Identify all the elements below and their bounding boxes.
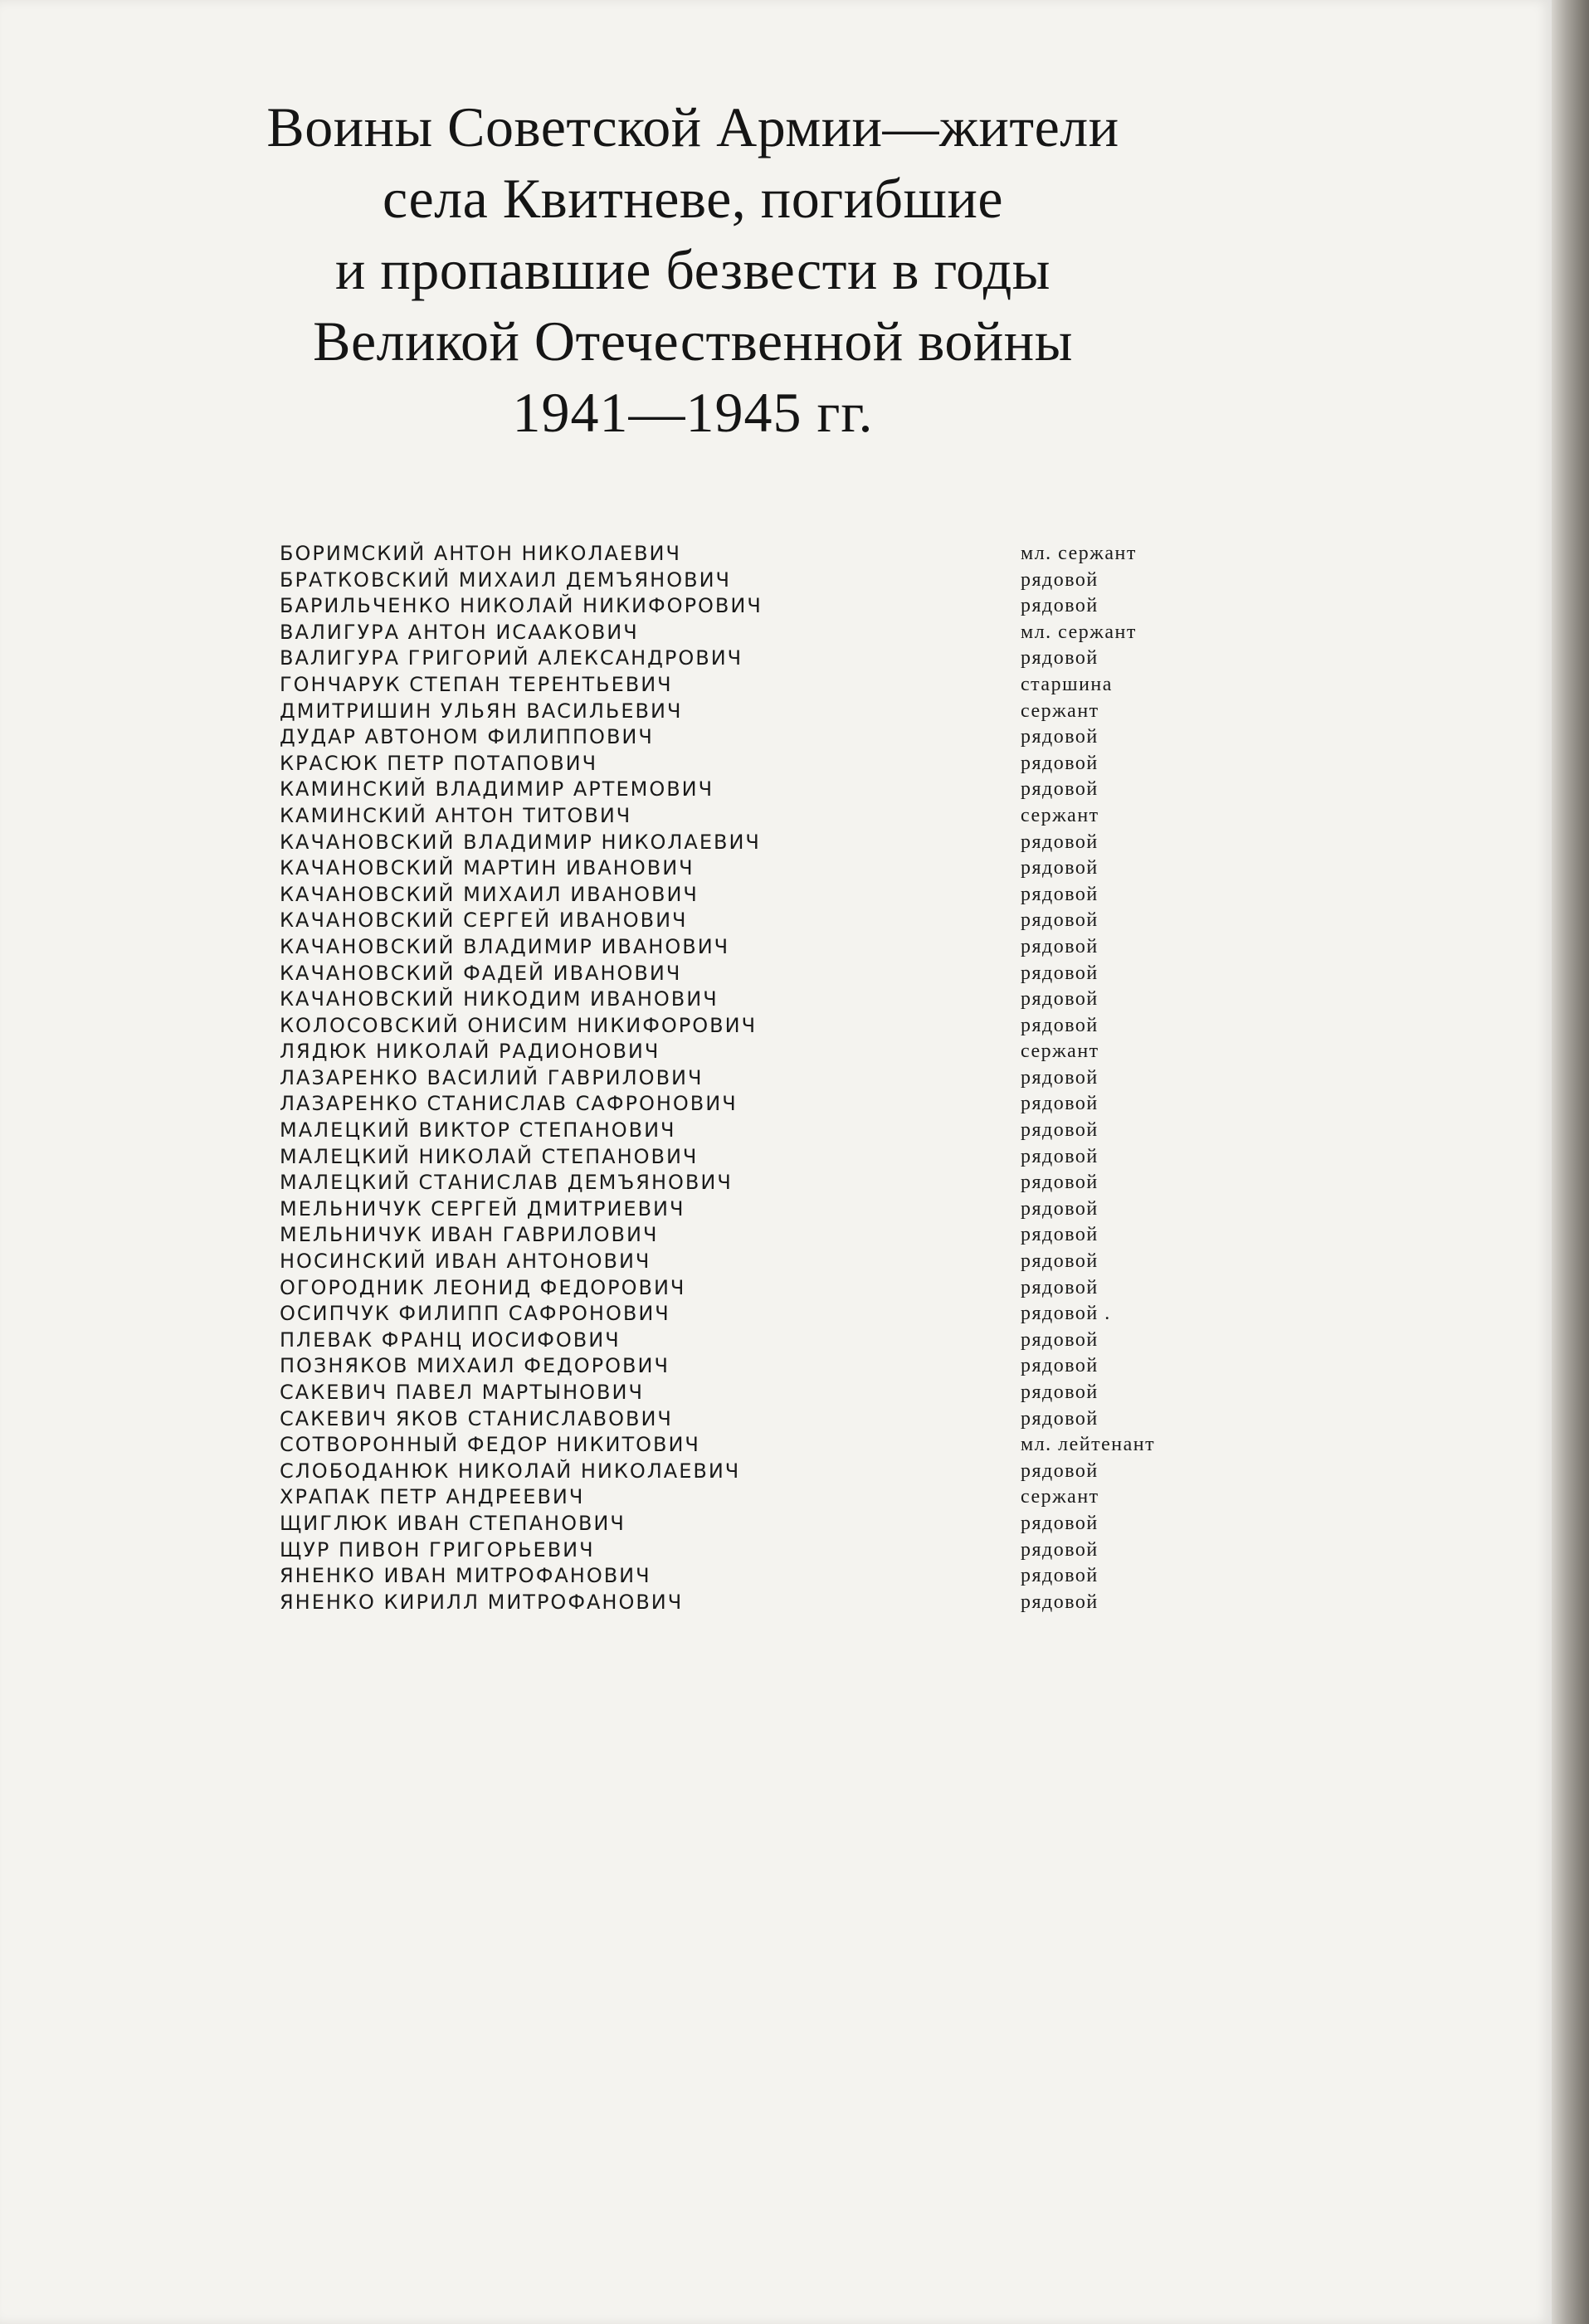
soldier-name: ПОЗНЯКОВ МИХАИЛ ФЕДОРОВИЧ	[280, 1354, 670, 1378]
list-item	[280, 1380, 1217, 1406]
soldier-rank: рядовой .	[1021, 1303, 1111, 1325]
soldier-rank: старшина	[1021, 673, 1113, 695]
soldier-rank: рядовой	[1021, 1565, 1099, 1587]
soldier-rank: рядовой	[1021, 1224, 1099, 1246]
list-item	[280, 1249, 1217, 1275]
soldier-name: КАЧАНОВСКИЙ ВЛАДИМИР ИВАНОВИЧ	[280, 934, 730, 958]
list-item	[280, 541, 1217, 568]
soldier-rank: рядовой	[1021, 1459, 1099, 1482]
list-item	[280, 1563, 1217, 1590]
soldier-name: ЩИГЛЮК ИВАН СТЕПАНОВИЧ	[280, 1511, 626, 1535]
list-item	[280, 1091, 1217, 1118]
soldier-name: КАМИНСКИЙ АНТОН ТИТОВИЧ	[280, 803, 632, 827]
soldier-name: МАЛЕЦКИЙ НИКОЛАЙ СТЕПАНОВИЧ	[280, 1144, 699, 1168]
soldier-rank: рядовой	[1021, 1119, 1099, 1142]
soldier-rank: рядовой	[1021, 778, 1099, 801]
soldier-name: КОЛОСОВСКИЙ ОНИСИМ НИКИФОРОВИЧ	[280, 1013, 758, 1037]
soldier-rank: рядовой	[1021, 1355, 1099, 1377]
list-item	[280, 1432, 1217, 1459]
list-item	[280, 1170, 1217, 1196]
list-item	[280, 1222, 1217, 1249]
soldier-rank: рядовой	[1021, 1145, 1099, 1167]
list-item	[280, 1511, 1217, 1537]
soldier-name: МЕЛЬНИЧУК СЕРГЕЙ ДМИТРИЕВИЧ	[280, 1196, 685, 1220]
soldier-name: КАЧАНОВСКИЙ НИКОДИМ ИВАНОВИЧ	[280, 987, 719, 1011]
list-item	[280, 620, 1217, 646]
soldier-rank: мл. сержант	[1021, 621, 1137, 643]
list-item	[280, 1459, 1217, 1485]
soldier-name: КАМИНСКИЙ ВЛАДИМИР АРТЕМОВИЧ	[280, 777, 714, 801]
soldier-name: ВАЛИГУРА ГРИГОРИЙ АЛЕКСАНДРОВИЧ	[280, 646, 743, 670]
list-item	[280, 1013, 1217, 1040]
soldier-rank: сержант	[1021, 1486, 1099, 1508]
soldier-rank: сержант	[1021, 699, 1099, 722]
soldier-rank: рядовой	[1021, 857, 1099, 879]
soldier-name: КАЧАНОВСКИЙ ФАДЕЙ ИВАНОВИЧ	[280, 961, 682, 985]
list-item	[280, 1484, 1217, 1511]
soldier-name: ЩУР ПИВОН ГРИГОРЬЕВИЧ	[280, 1537, 595, 1562]
list-item	[280, 751, 1217, 777]
soldier-rank: рядовой	[1021, 1328, 1099, 1351]
list-item	[280, 987, 1217, 1013]
soldier-rank: сержант	[1021, 804, 1099, 826]
soldier-rank: рядовой	[1021, 726, 1099, 748]
soldier-name: САКЕВИЧ ЯКОВ СТАНИСЛАВОВИЧ	[280, 1406, 673, 1430]
soldier-rank: рядовой	[1021, 1014, 1099, 1036]
soldier-name: САКЕВИЧ ПАВЕЛ МАРТЫНОВИЧ	[280, 1381, 644, 1404]
soldier-rank: рядовой	[1021, 962, 1099, 984]
soldier-rank: мл. лейтенант	[1021, 1434, 1156, 1456]
list-item	[280, 699, 1217, 725]
soldier-rank: рядовой	[1021, 1066, 1099, 1089]
title-years: 1941—1945 гг.	[512, 381, 874, 444]
soldier-name: БОРИМСКИЙ АНТОН НИКОЛАЕВИЧ	[280, 542, 681, 565]
list-item	[280, 1353, 1217, 1380]
soldier-rank: рядовой	[1021, 647, 1099, 670]
soldier-name: ОГОРОДНИК ЛЕОНИД ФЕДОРОВИЧ	[280, 1275, 686, 1299]
soldier-rank: рядовой	[1021, 1407, 1099, 1430]
soldier-name: ДМИТРИШИН УЛЬЯН ВАСИЛЬЕВИЧ	[280, 699, 683, 723]
list-item	[280, 1406, 1217, 1433]
list-item	[280, 1590, 1217, 1616]
title-line: села Квитневе, погибшие	[382, 167, 1004, 230]
soldier-name: ДУДАР АВТОНОМ ФИЛИППОВИЧ	[280, 725, 654, 749]
soldier-name: ОСИПЧУК ФИЛИПП САФРОНОВИЧ	[280, 1302, 670, 1326]
soldier-rank: рядовой	[1021, 883, 1099, 905]
soldier-rank: рядовой	[1021, 752, 1099, 774]
list-item	[280, 1275, 1217, 1302]
soldier-rank: рядовой	[1021, 1538, 1099, 1561]
list-item	[280, 646, 1217, 672]
soldier-name: ЛАЗАРЕНКО СТАНИСЛАВ САФРОНОВИЧ	[280, 1092, 738, 1116]
list-item	[280, 855, 1217, 882]
list-item	[280, 777, 1217, 803]
list-item	[280, 934, 1217, 961]
soldier-rank: рядовой	[1021, 568, 1099, 591]
soldier-rank: рядовой	[1021, 595, 1099, 617]
soldier-rank: рядовой	[1021, 1250, 1099, 1273]
soldier-name: ХРАПАК ПЕТР АНДРЕЕВИЧ	[280, 1485, 585, 1509]
list-item	[280, 1301, 1217, 1328]
list-item	[280, 830, 1217, 856]
soldier-name: СОТВОРОННЫЙ ФЕДОР НИКИТОВИЧ	[280, 1433, 700, 1457]
soldier-name: ПЛЕВАК ФРАНЦ ИОСИФОВИЧ	[280, 1328, 621, 1352]
list-item	[280, 908, 1217, 934]
list-item	[280, 803, 1217, 830]
soldier-name: КАЧАНОВСКИЙ СЕРГЕЙ ИВАНОВИЧ	[280, 909, 688, 933]
soldier-name: МАЛЕЦКИЙ СТАНИСЛАВ ДЕМЪЯНОВИЧ	[280, 1171, 733, 1195]
list-item	[280, 593, 1217, 620]
list-item	[280, 724, 1217, 751]
soldier-rank: рядовой	[1021, 1172, 1099, 1194]
soldier-name: КРАСЮК ПЕТР ПОТАПОВИЧ	[280, 751, 598, 775]
title-line: Воины Советской Армии—жители	[266, 95, 1119, 158]
soldier-name: КАЧАНОВСКИЙ МАРТИН ИВАНОВИЧ	[280, 856, 695, 880]
list-item	[280, 1039, 1217, 1065]
soldier-rank: рядовой	[1021, 935, 1099, 957]
soldier-rank: рядовой	[1021, 831, 1099, 853]
soldier-name: МЕЛЬНИЧУК ИВАН ГАВРИЛОВИЧ	[280, 1223, 659, 1247]
soldier-rank: мл. сержант	[1021, 543, 1137, 564]
list-item	[280, 1328, 1217, 1354]
soldier-rank: рядовой	[1021, 1591, 1099, 1613]
soldier-rank: рядовой	[1021, 1093, 1099, 1115]
soldier-name: СЛОБОДАНЮК НИКОЛАЙ НИКОЛАЕВИЧ	[280, 1459, 741, 1483]
soldier-name: БАРИЛЬЧЕНКО НИКОЛАЙ НИКИФОРОВИЧ	[280, 594, 763, 618]
soldier-rank: рядовой	[1021, 909, 1099, 932]
soldier-rank: сержант	[1021, 1040, 1099, 1063]
soldier-name: ЛЯДЮК НИКОЛАЙ РАДИОНОВИЧ	[280, 1040, 660, 1064]
soldier-rank: рядовой	[1021, 1276, 1099, 1298]
list-item	[280, 672, 1217, 699]
soldier-name: ГОНЧАРУК СТЕПАН ТЕРЕНТЬЕВИЧ	[280, 672, 673, 696]
list-item	[280, 1537, 1217, 1564]
title-line: Великой Отечественной войны	[313, 309, 1073, 373]
soldier-rank: рядовой	[1021, 1512, 1099, 1534]
list-item	[280, 1144, 1217, 1171]
soldier-list	[280, 541, 1217, 1615]
soldier-rank: рядовой	[1021, 1381, 1099, 1403]
list-item	[280, 961, 1217, 987]
list-item	[280, 568, 1217, 594]
soldier-name: НОСИНСКИЙ ИВАН АНТОНОВИЧ	[280, 1250, 651, 1274]
soldier-name: КАЧАНОВСКИЙ ВЛАДИМИР НИКОЛАЕВИЧ	[280, 830, 761, 854]
list-item	[280, 1196, 1217, 1223]
soldier-name: КАЧАНОВСКИЙ МИХАИЛ ИВАНОВИЧ	[280, 882, 699, 906]
book-gutter	[1552, 0, 1589, 2324]
soldier-rank: рядовой	[1021, 988, 1099, 1011]
list-item	[280, 882, 1217, 909]
list-item	[280, 1118, 1217, 1144]
soldier-name: ЯНЕНКО КИРИЛЛ МИТРОФАНОВИЧ	[280, 1590, 684, 1614]
page-title	[149, 91, 1236, 448]
soldier-rank: рядовой	[1021, 1197, 1099, 1220]
soldier-name: ЛАЗАРЕНКО ВАСИЛИЙ ГАВРИЛОВИЧ	[280, 1065, 704, 1089]
list-item	[280, 1065, 1217, 1092]
title-line: и пропавшие безвести в годы	[335, 238, 1050, 301]
soldier-name: БРАТКОВСКИЙ МИХАИЛ ДЕМЪЯНОВИЧ	[280, 568, 731, 592]
soldier-name: ЯНЕНКО ИВАН МИТРОФАНОВИЧ	[280, 1564, 651, 1588]
soldier-name: МАЛЕЦКИЙ ВИКТОР СТЕПАНОВИЧ	[280, 1118, 676, 1143]
soldier-name: ВАЛИГУРА АНТОН ИСААКОВИЧ	[280, 620, 639, 644]
